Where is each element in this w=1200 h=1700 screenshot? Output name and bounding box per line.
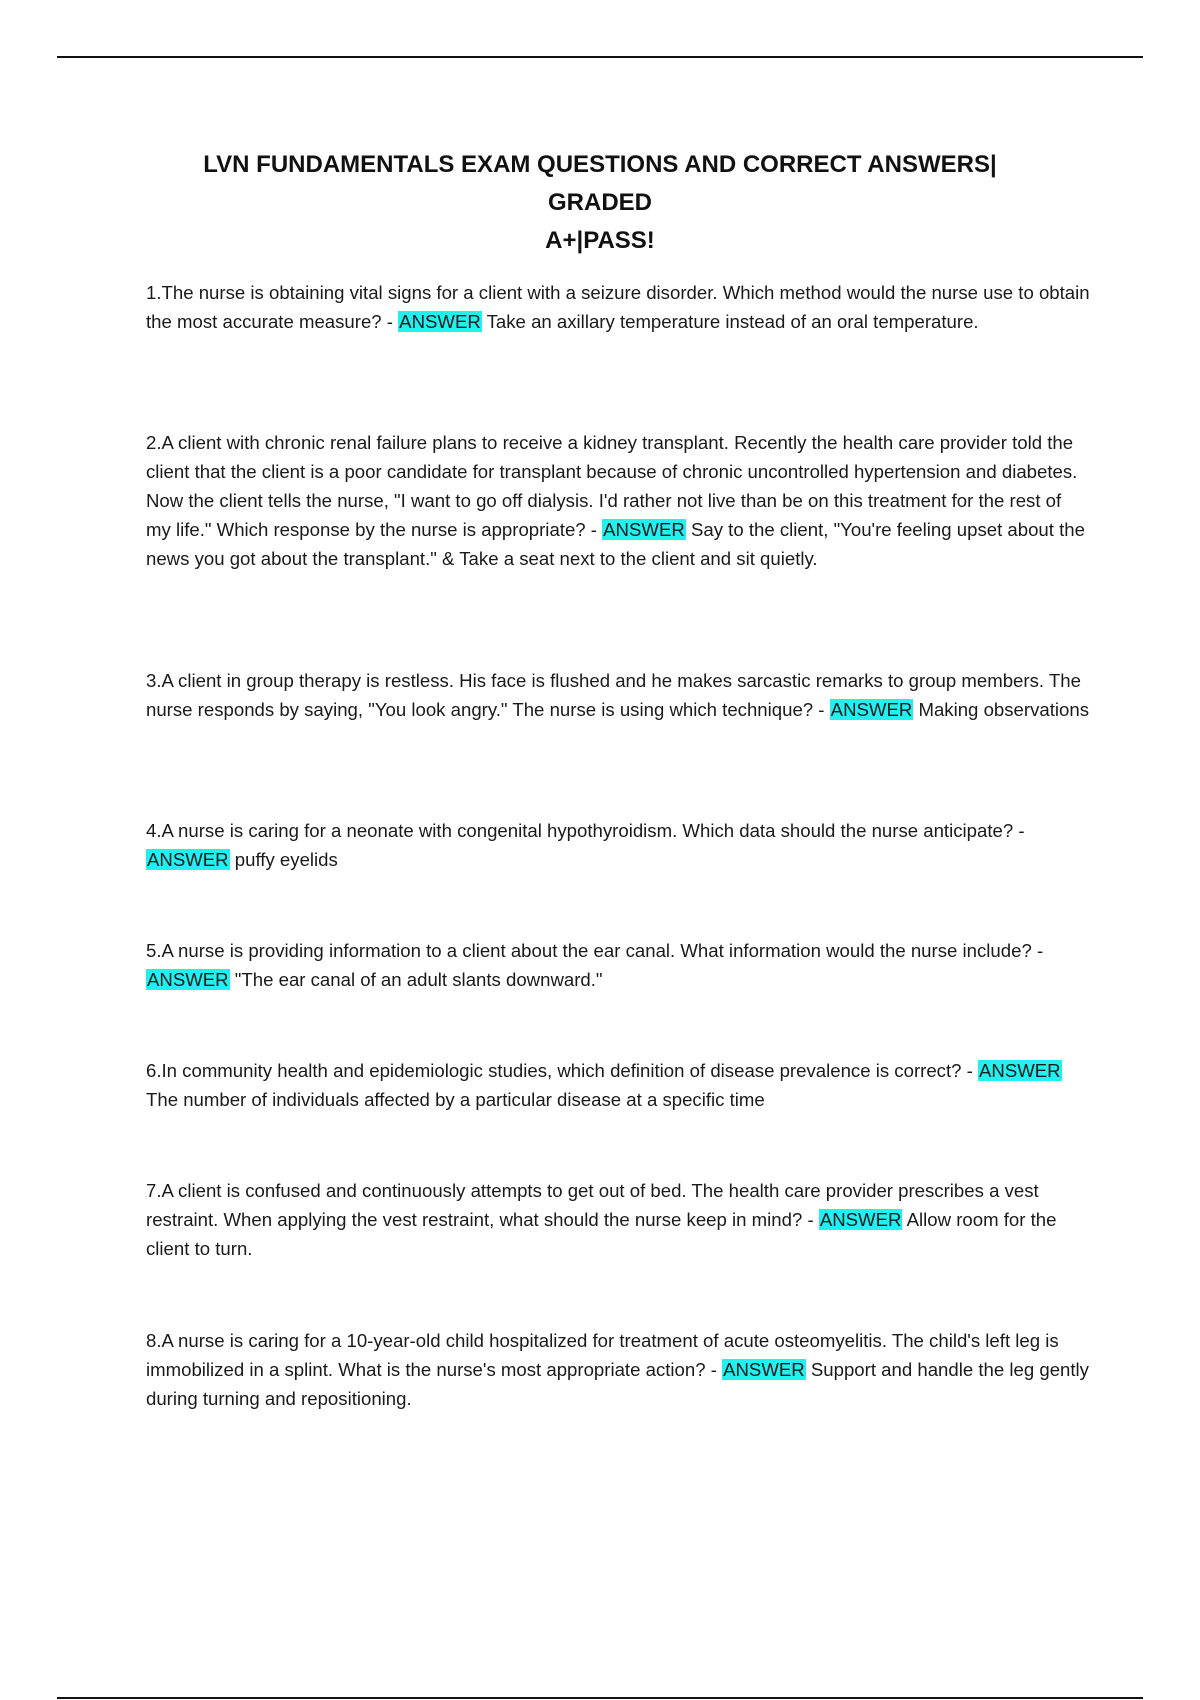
qa-item-2 [146, 428, 1090, 573]
question-text: 7.A client is confused and continuously attempts to get out of bed. The health care provider prescribes a vest restraint. When applying the vest restraint, what should the nurse keep in mind? - [146, 1180, 1039, 1230]
qa-item-1 [146, 278, 1090, 336]
question-text: 3.A client in group therapy is restless. His face is flushed and he makes sarcastic remarks to group members. The nurse responds by saying, "You look angry." The nurse is using which technique? - [146, 670, 1081, 720]
answer-tag: ANSWER [147, 969, 229, 990]
answer-text: puffy eyelids [229, 849, 338, 870]
answer-tag: ANSWER [819, 1209, 902, 1230]
question-text: 8.A nurse is caring for a 10-year-old child hospitalized for treatment of acute osteomyelitis. The child's left leg is immobilized in a splint. What is the nurse's most appropriate action? - [146, 1330, 1059, 1380]
answer-tag: ANSWER [147, 849, 229, 870]
title-line-1: LVN FUNDAMENTALS EXAM QUESTIONS AND CORRECT ANSWERS| GRADED [203, 151, 997, 216]
answer-text: "The ear canal of an adult slants downward." [229, 969, 603, 990]
document-title [150, 146, 1050, 260]
question-text: 2.A client with chronic renal failure plans to receive a kidney transplant. Recently the health care provider told the client that the client is a poor candidate for transplant because of chronic uncontrolled hypertension and diabetes. Now the client tells the nurse, "I want to go off dialysis. I'd rather not live than be on this treatment for the rest of my life." Which response by the nurse is appropriate? - [146, 432, 1078, 540]
answer-tag: ANSWER [399, 311, 481, 332]
answer-tag: ANSWER [979, 1060, 1061, 1081]
answer-text: Support and handle the leg gently during turning and repositioning. [146, 1359, 1089, 1409]
title-line-2: A+|PASS! [545, 227, 655, 254]
qa-item-8 [146, 1326, 1090, 1413]
qa-item-7 [146, 1176, 1090, 1263]
question-text: 5.A nurse is providing information to a client about the ear canal. What information would the nurse include? - [146, 940, 1044, 961]
answer-tag: ANSWER [603, 519, 685, 540]
qa-item-4 [146, 816, 1090, 874]
bottom-rule [57, 1697, 1143, 1699]
qa-item-3 [146, 666, 1090, 724]
answer-tag: ANSWER [830, 699, 913, 720]
answer-text: Making observations [913, 699, 1089, 720]
question-text: 6.In community health and epidemiologic studies, which definition of disease prevalence is correct? - [146, 1060, 978, 1081]
answer-text: Allow room for the client to turn. [146, 1209, 1057, 1259]
qa-item-5 [146, 936, 1090, 994]
answer-tag: ANSWER [723, 1359, 805, 1380]
question-text: 1.The nurse is obtaining vital signs for a client with a seizure disorder. Which method would the nurse use to obtain the most accurate measure? - [146, 282, 1090, 332]
answer-text: The number of individuals affected by a particular disease at a specific time [146, 1089, 765, 1110]
question-text: 4.A nurse is caring for a neonate with congenital hypothyroidism. Which data should the nurse anticipate? - [146, 820, 1025, 841]
qa-item-6 [146, 1056, 1090, 1114]
answer-text: Take an axillary temperature instead of an oral temperature. [481, 311, 979, 332]
top-rule [57, 56, 1143, 58]
answer-text: Say to the client, "You're feeling upset about the news you got about the transplant." & Take a seat next to the client and sit quietly. [146, 519, 1085, 569]
